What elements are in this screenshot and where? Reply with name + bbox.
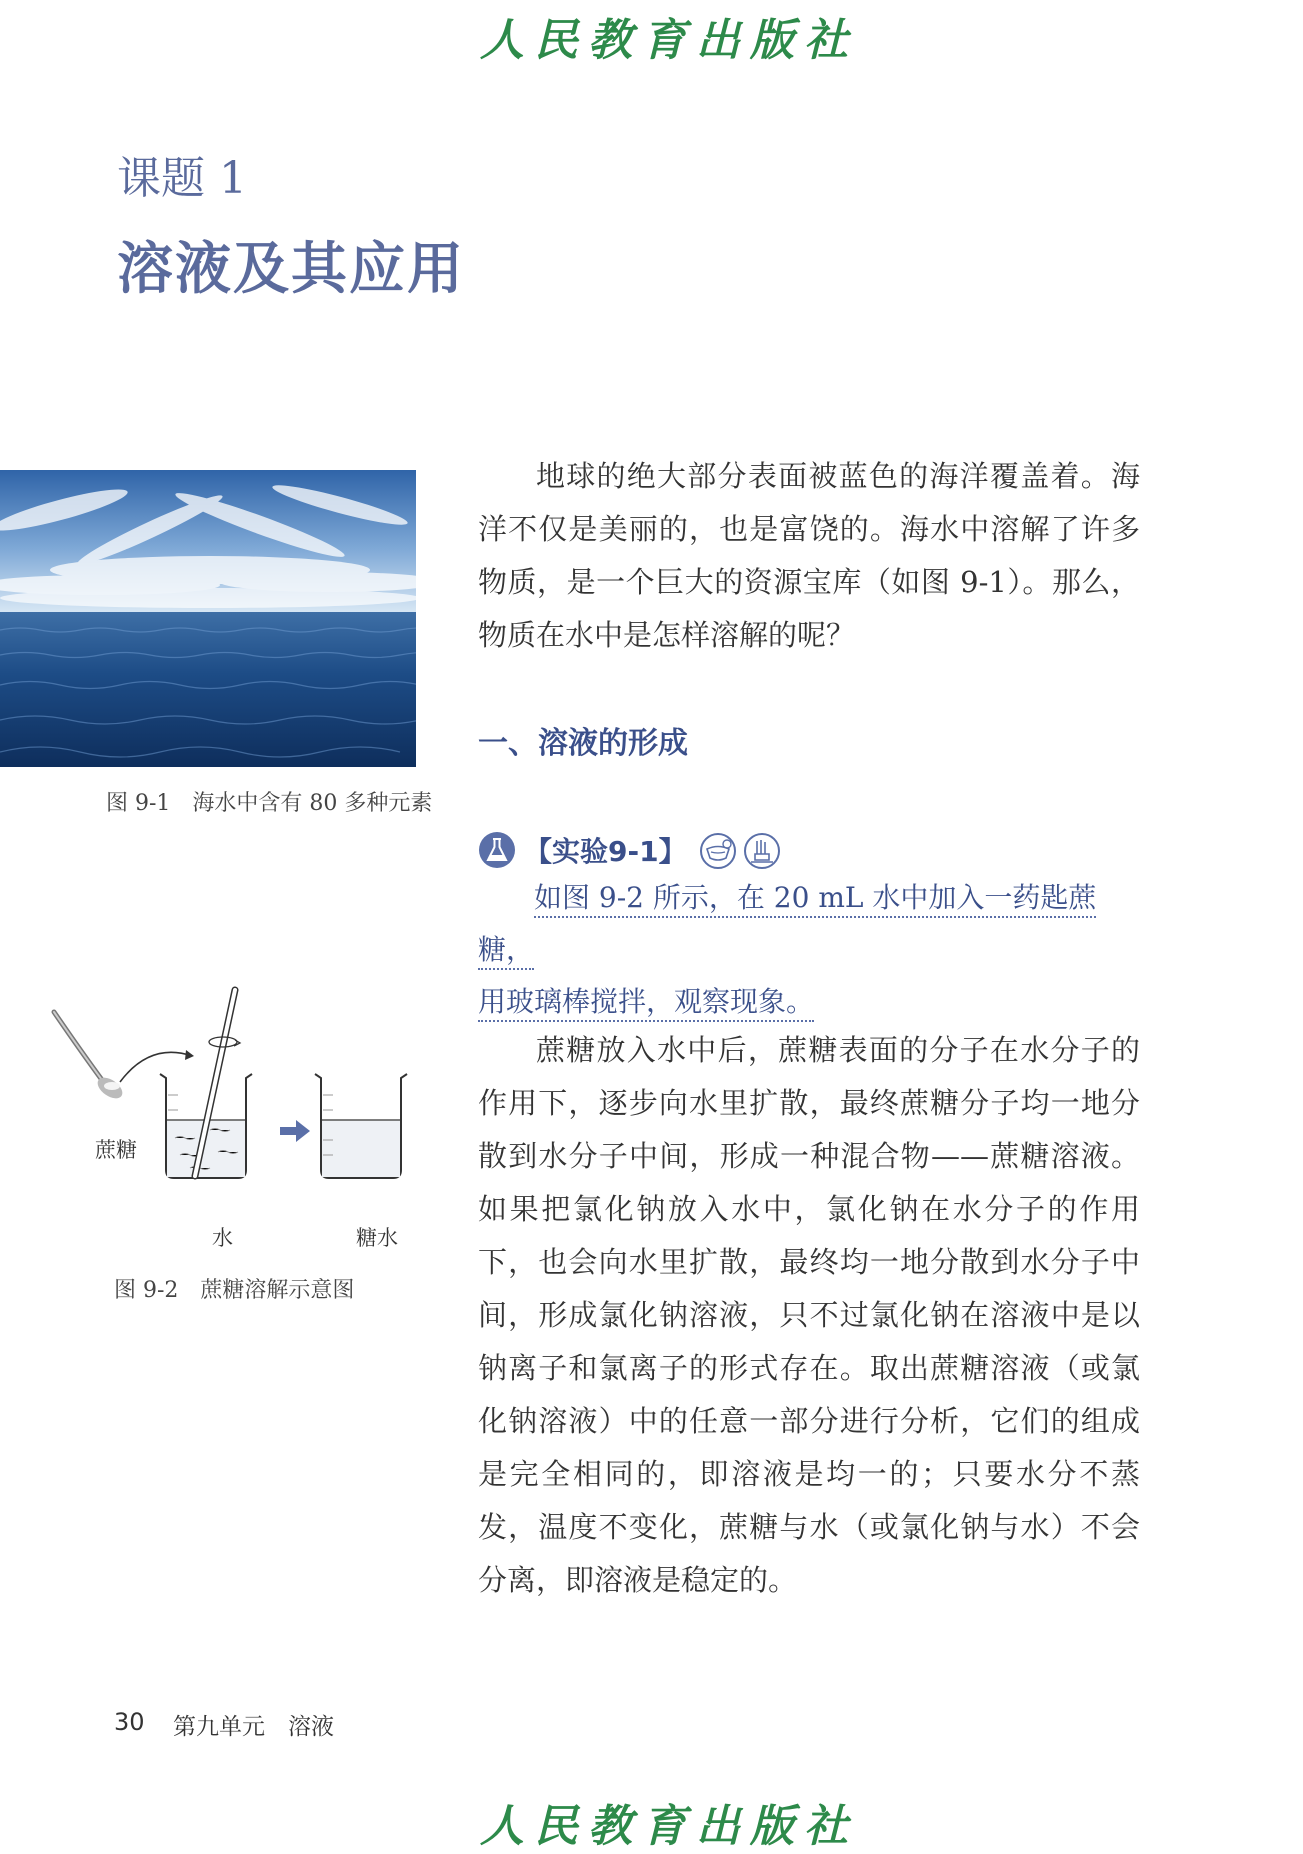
pour-arrow: [120, 1052, 192, 1082]
page-number: 30: [114, 1708, 145, 1736]
sea-photo: [0, 470, 416, 767]
lesson-title: 溶液及其应用: [117, 236, 465, 302]
transform-arrow: [280, 1120, 310, 1142]
experiment-title: 【实验9-1】: [524, 835, 687, 868]
label-water: 水: [212, 1226, 233, 1250]
beaker-with-sugar-water: [315, 1074, 407, 1178]
section-heading: 一、溶液的形成: [478, 726, 688, 761]
publisher-logo-top: 人民教育出版社: [480, 15, 858, 66]
spoon-icon: [54, 1012, 126, 1103]
lesson-label: 课题 1: [117, 153, 247, 204]
figure-9-2-caption: 图 9-2 蔗糖溶解示意图: [114, 1278, 355, 1303]
flask-icon: [478, 831, 516, 869]
publisher-logo-bottom: 人民教育出版社: [480, 1801, 858, 1852]
body-paragraph: 蔗糖放入水中后，蔗糖表面的分子在水分子的作用下，逐步向水里扩散，最终蔗糖分子均一地分散到水分子中间，形成一种混合物——蔗糖溶液。如果把氯化钠放入水中，氯化钠在水分子的作用下，也会向水里扩散，最终均一地分散到水分子中间，形成氯化钠溶液，只不过氯化钠在溶液中是以钠离子和氯离子的形式存在。取出蔗糖溶液（或氯化钠溶液）中的任意一部分进行分析，它们的组成是完全相同的，即溶液是均一的；只要水分不蒸发，温度不变化，蔗糖与水（或氯化钠与水）不会分离，即溶液是稳定的。: [478, 1033, 1140, 1597]
hand-wash-icon: [745, 834, 779, 868]
unit-label: 第九单元 溶液: [173, 1714, 334, 1740]
figure-9-1-caption: 图 9-1 海水中含有 80 多种元素: [106, 791, 433, 816]
beaker-glassware-icon: [701, 834, 735, 868]
label-sugar: 蔗糖: [95, 1138, 137, 1162]
label-sugar-water: 糖水: [356, 1226, 398, 1250]
intro-paragraph: 地球的绝大部分表面被蓝色的海洋覆盖着。海洋不仅是美丽的，也是富饶的。海水中溶解了许多物质，是一个巨大的资源宝库（如图 9-1）。那么，物质在水中是怎样溶解的呢？: [478, 459, 1140, 652]
sugar-dissolving-diagram: [40, 980, 430, 1250]
experiment-safety-icons: [699, 832, 789, 874]
experiment-instructions: [478, 872, 1140, 1028]
experiment-text-line-2: 用玻璃棒搅拌，观察现象。: [478, 985, 814, 1022]
experiment-text-line-1: 如图 9-2 所示，在 20 mL 水中加入一药匙蔗糖，: [478, 881, 1096, 970]
